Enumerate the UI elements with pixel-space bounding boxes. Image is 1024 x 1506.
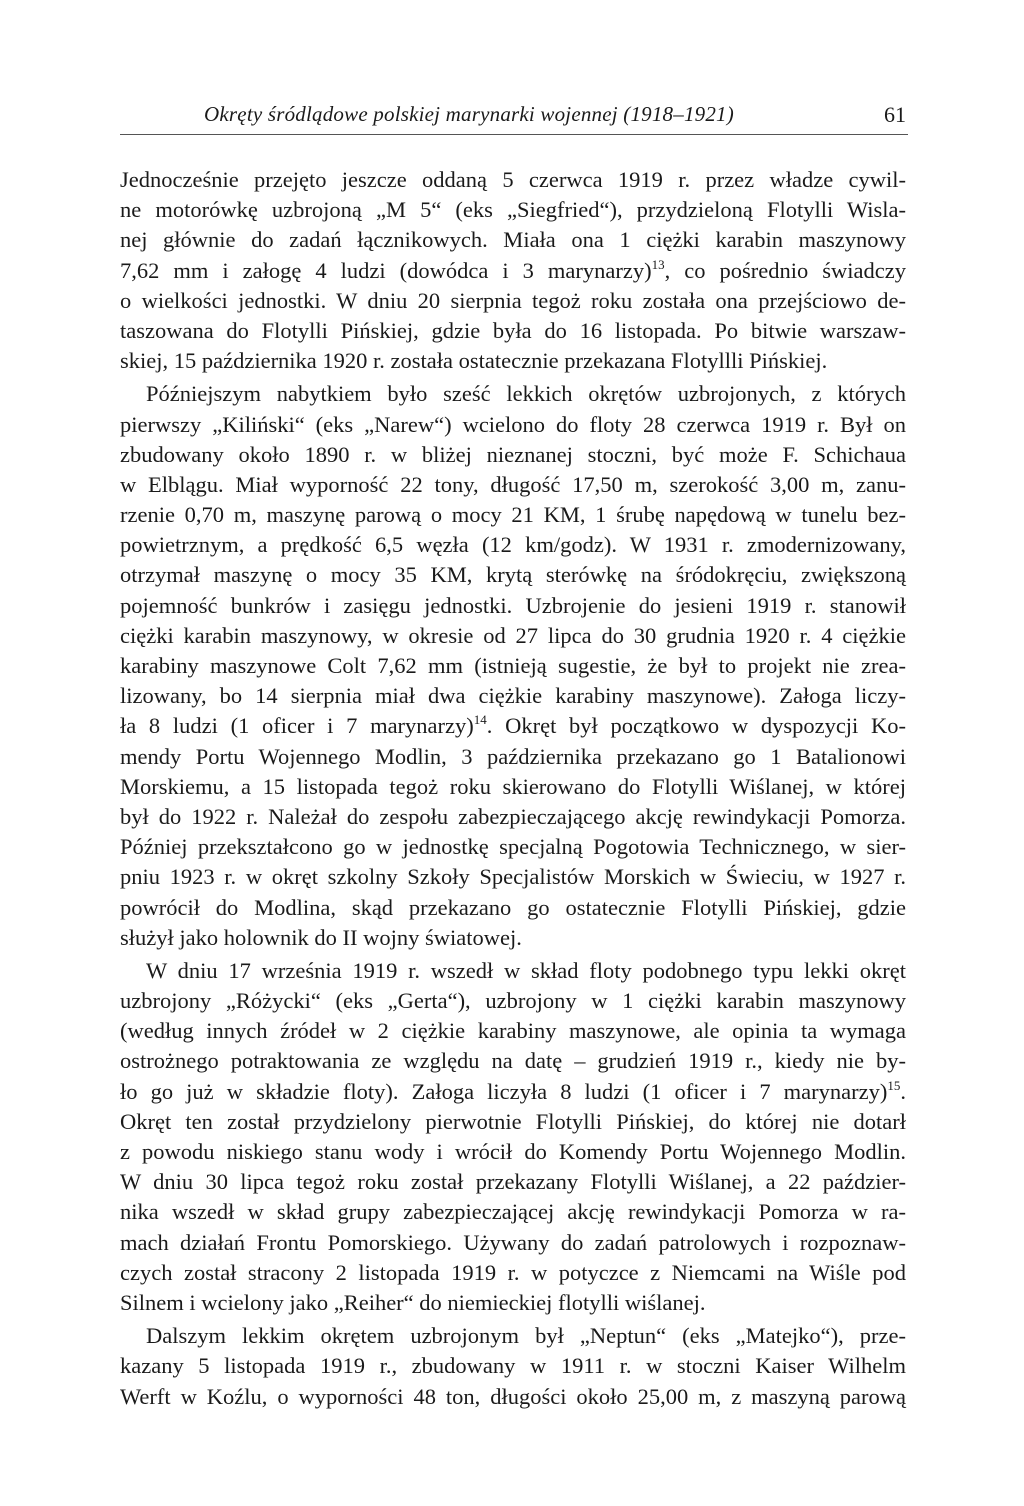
running-header	[120, 96, 908, 135]
line-text: Morskiemu, a 15 listopada tegoż roku skierowano do Flotylli Wiślanej, w której	[120, 773, 906, 799]
text-line	[120, 956, 906, 986]
text-line	[120, 1321, 906, 1351]
line-text: Okręt ten został przydzielony pierwotnie Flotylli Pińskiej, do której nie dotarł	[120, 1108, 906, 1134]
line-text: powietrznym, a prędkość 6,5 węzła (12 km/godz). W 1931 r. zmodernizowany,	[120, 532, 906, 558]
line-text: mach działań Frontu Pomorskiego. Używany do zadań patrolowych i rozpoznaw-	[120, 1229, 906, 1255]
line-text: uzbrojony „Różycki“ (eks „Gerta“), uzbrojony w 1 ciężki karabin maszynowy	[120, 988, 906, 1014]
line-text: ła 8 ludzi (1 oficer i 7 marynarzy)	[120, 713, 474, 739]
line-text: Dalszym lekkim okrętem uzbrojonym był „Neptun“ (eks „Matejko“), prze-	[146, 1323, 906, 1349]
footnote-ref: 13	[651, 256, 665, 272]
text-line	[120, 1197, 906, 1227]
line-text: mendy Portu Wojennego Modlin, 3 października przekazano go 1 Batalionowi	[120, 743, 906, 769]
line-text: lizowany, bo 14 sierpnia miał dwa ciężkie karabiny maszynowe). Załoga liczy-	[120, 683, 906, 709]
text-line	[120, 681, 906, 711]
line-text-continued: . Okręt był początkowo w dyspozycji Ko-	[486, 713, 906, 739]
line-text-continued: .	[900, 1078, 906, 1104]
line-text: 7,62 mm i załogę 4 ludzi (dowódca i 3 marynarzy)	[120, 257, 652, 283]
text-line	[120, 1288, 906, 1318]
text-line	[120, 470, 906, 500]
text-line	[120, 286, 906, 316]
text-line	[120, 711, 906, 741]
text-line	[120, 1382, 906, 1412]
paragraph	[120, 1321, 906, 1412]
text-line	[120, 165, 906, 195]
text-line	[120, 560, 906, 590]
text-line	[120, 379, 906, 409]
text-line	[120, 1046, 906, 1076]
text-line	[120, 530, 906, 560]
line-text: karabiny maszynowe Colt 7,62 mm (istnieją sugestie, że był to projekt nie zrea-	[120, 653, 906, 678]
text-line	[120, 1016, 906, 1046]
line-text: pierwszy „Kiliński“ (eks „Narew“) wcielono do floty 28 czerwca 1919 r. Był on	[120, 411, 906, 437]
line-text: Później przekształcono go w jednostkę specjalną Pogotowia Technicznego, w sier-	[120, 834, 906, 860]
text-line	[120, 923, 906, 953]
paragraph	[120, 379, 906, 953]
text-line	[120, 621, 906, 651]
line-text: skiej, 15 października 1920 r. została ostatecznie przekazana Flotyllli Pińskiej.	[120, 348, 828, 374]
footnote-ref: 14	[473, 712, 487, 728]
running-title: Okręty śródlądowe polskiej marynarki wojennej (1918–1921)	[204, 102, 734, 126]
text-line	[120, 225, 906, 255]
text-line	[120, 862, 906, 892]
line-text: powrócił do Modlina, skąd przekazano go ostatecznie Flotylli Pińskiej, gdzie	[120, 894, 906, 920]
line-text: Jednocześnie przejęto jeszcze oddaną 5 czerwca 1919 r. przez władze cywil-	[120, 167, 906, 192]
text-line	[120, 893, 906, 923]
text-line	[120, 1137, 906, 1167]
text-line	[120, 1167, 906, 1197]
line-text: pniu 1923 r. w okręt szkolny Szkoły Specjalistów Morskich w Świeciu, w 1927 r.	[120, 864, 906, 890]
text-line	[120, 1107, 906, 1137]
line-text: kazany 5 listopada 1919 r., zbudowany w 1911 r. w stoczni Kaiser Wilhelm	[120, 1353, 906, 1379]
text-line	[120, 832, 906, 862]
line-text: W dniu 30 lipca tegoż roku został przekazany Flotylli Wiślanej, a 22 paździer-	[120, 1169, 906, 1195]
line-text: W dniu 17 września 1919 r. wszedł w skład floty podobnego typu lekki okręt	[146, 957, 906, 983]
line-text: zbudowany około 1890 r. w bliżej nieznanej stoczni, być może F. Schichaua	[120, 441, 906, 467]
text-line	[120, 410, 906, 440]
line-text: czych został stracony 2 listopada 1919 r. w potyczce z Niemcami na Wiśle pod	[120, 1259, 906, 1285]
text-line	[120, 651, 906, 681]
line-text: ne motorówkę uzbrojoną „M 5“ (eks „Siegfried“), przydzieloną Flotylli Wisla-	[120, 197, 906, 223]
text-line	[120, 772, 906, 802]
text-line	[120, 742, 906, 772]
text-line	[120, 195, 906, 225]
line-text: o wielkości jednostki. W dniu 20 sierpnia tegoż roku została ona przejściowo de-	[120, 287, 906, 313]
text-line	[120, 256, 906, 286]
line-text: Późniejszym nabytkiem było sześć lekkich okrętów uzbrojonych, z których	[146, 381, 906, 407]
line-text: służył jako holownik do II wojny światowej.	[120, 924, 522, 950]
line-text: ostrożnego potraktowania ze względu na datę – grudzień 1919 r., kiedy nie by-	[120, 1048, 906, 1074]
line-text: w Elblągu. Miał wyporność 22 tony, długość 17,50 m, szerokość 3,00 m, zanu-	[120, 471, 906, 497]
text-line	[120, 346, 906, 376]
text-line	[120, 591, 906, 621]
line-text: pojemność bunkrów i zasięgu jednostki. Uzbrojenie do jesieni 1919 r. stanowił	[120, 592, 906, 618]
line-text: ciężki karabin maszynowy, w okresie od 27 lipca do 30 grudnia 1920 r. 4 ciężkie	[120, 622, 906, 648]
text-line	[120, 316, 906, 346]
text-line	[120, 1228, 906, 1258]
text-line	[120, 986, 906, 1016]
text-line	[120, 440, 906, 470]
line-text: (według innych źródeł w 2 ciężkie karabiny maszynowe, ale opinia ta wymaga	[120, 1018, 906, 1044]
text-line	[120, 1351, 906, 1381]
line-text-continued: , co pośrednio świadczy	[664, 257, 906, 283]
line-text: nika wszedł w skład grupy zabezpieczającej akcję rewindykacji Pomorza w ra-	[120, 1199, 906, 1225]
text-line	[120, 1258, 906, 1288]
line-text: Silnem i wcielony jako „Reiher“ do niemieckiej flotylli wiślanej.	[120, 1289, 706, 1315]
body-text	[120, 165, 906, 1412]
footnote-ref: 15	[887, 1077, 901, 1093]
line-text: nej głównie do zadań łącznikowych. Miała ona 1 ciężki karabin maszynowy	[120, 227, 906, 253]
paragraph	[120, 956, 906, 1318]
line-text: ło go już w składzie floty). Załoga liczyła 8 ludzi (1 oficer i 7 marynarzy)	[120, 1078, 888, 1104]
text-line	[120, 802, 906, 832]
line-text: otrzymał maszynę o mocy 35 KM, krytą sterówkę na śródokręciu, zwiększoną	[120, 562, 906, 588]
line-text: rzenie 0,70 m, maszynę parową o mocy 21 KM, 1 śrubę napędową w tunelu bez-	[120, 502, 906, 528]
paragraph	[120, 165, 906, 376]
text-line	[120, 1077, 906, 1107]
line-text: taszowana do Flotylli Pińskiej, gdzie była do 16 listopada. Po bitwie warszaw-	[120, 317, 906, 343]
text-line	[120, 500, 906, 530]
page-number: 61	[884, 102, 906, 127]
line-text: był do 1922 r. Należał do zespołu zabezpieczającego akcję rewindykacji Pomorza.	[120, 803, 906, 829]
line-text: z powodu niskiego stanu wody i wrócił do Komendy Portu Wojennego Modlin.	[120, 1139, 906, 1164]
line-text: Werft w Koźlu, o wyporności 48 ton, długości około 25,00 m, z maszyną parową	[120, 1383, 906, 1409]
